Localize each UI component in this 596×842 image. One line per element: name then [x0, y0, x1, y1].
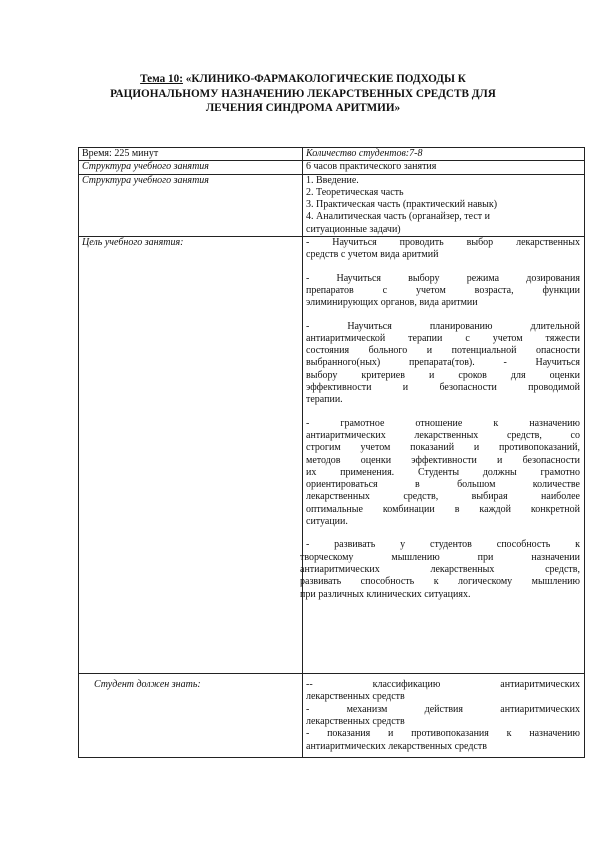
text-line: - развивать у студентов способность к — [306, 539, 580, 551]
goal-content-cell — [300, 237, 585, 674]
goal-paragraph-5 — [300, 539, 580, 600]
text-line: антиаритмических лекарственных средств, — [300, 563, 580, 575]
knowledge-label-cell — [79, 674, 303, 758]
table-row-knowledge — [79, 674, 585, 758]
time-cell: Время: 225 минут — [79, 148, 303, 161]
title-line-3: ЛЕЧЕНИЯ СИНДРОМА АРИТМИИ» — [205, 102, 401, 114]
text-line: - Научиться проводить выбор лекарственных — [306, 237, 580, 249]
list-item: 4. Аналитическая часть (органайзер, тест и — [306, 211, 491, 223]
knowledge-label: Студент должен знать: — [94, 679, 201, 691]
text-line: элиминирующих органов, вида аритмии — [306, 297, 478, 309]
lesson-info-table — [78, 147, 585, 758]
structure-items-cell — [303, 174, 585, 236]
text-line: препаратов с учетом возраста, функции — [306, 284, 580, 296]
goal-paragraph-3 — [306, 321, 580, 407]
list-item: 2. Теоретическая часть — [306, 186, 404, 198]
goal-paragraph-1 — [306, 237, 580, 262]
text-line: оптимальные комбинации в каждой конкретной — [306, 503, 580, 515]
text-line: выбранного(ных) препарата(тов). - Научиться — [306, 357, 580, 369]
text-line: развивать способность к логическому мышлению — [300, 576, 580, 588]
document-title — [60, 72, 546, 116]
text-line: ориентироваться в большом количестве — [306, 479, 580, 491]
text-line: - грамотное отношение к назначению — [306, 417, 580, 429]
text-line: терапии. — [306, 394, 343, 406]
text-line: - Научиться выбору режима дозирования — [306, 272, 580, 284]
table-row-time — [79, 148, 585, 161]
list-item: ситуационные задачи) — [306, 223, 401, 235]
students-count-cell: Количество студентов:7-8 — [303, 148, 585, 161]
list-item: 3. Практическая часть (практический навык) — [306, 199, 498, 211]
text-line: творческому мышлению при назначении — [300, 551, 580, 563]
text-line: строгим учетом показаний и противопоказаний, — [306, 442, 580, 454]
list-item: 1. Введение. — [306, 174, 359, 186]
text-line: лекарственных средств — [306, 715, 405, 727]
text-line: при различных клинических ситуациях. — [300, 588, 471, 600]
text-line: выбору критериев и сроков для оценки — [306, 369, 580, 381]
text-line: - механизм действия антиаритмических — [306, 703, 580, 715]
text-line: антиаритмических лекарственных средств, со — [306, 429, 580, 441]
knowledge-content-cell — [303, 674, 585, 758]
title-line-1 — [60, 72, 546, 87]
text-line: методов оценки эффективности и безопасности — [306, 454, 580, 466]
text-line: лекарственных средств, выбирая наиболее — [306, 491, 580, 503]
goal-label-cell: Цель учебного занятия: — [79, 237, 303, 674]
title-line-2: РАЦИОНАЛЬНОМУ НАЗНАЧЕНИЮ ЛЕКАРСТВЕННЫХ СРЕДСТВ ДЛЯ — [110, 87, 496, 100]
text-line: ситуации. — [306, 516, 348, 528]
structure-label-cell: Структура учебного занятия — [79, 161, 303, 174]
structure-label-cell-2: Структура учебного занятия — [79, 174, 303, 236]
text-line: средств с учетом вида аритмий — [306, 249, 439, 261]
goal-paragraph-4 — [306, 418, 580, 529]
text-line: антиаритмической терапии с учетом тяжести — [306, 332, 580, 344]
table-row-structure-hours — [79, 161, 585, 174]
topic-number: Тема 10: — [140, 73, 183, 85]
text-line: эффективности и безопасности проводимой — [306, 382, 580, 394]
text-line: -- классификацию антиаритмических — [306, 679, 580, 691]
text-line: лекарственных средств — [306, 691, 405, 703]
text-line: их применения. Студенты должны грамотно — [306, 466, 580, 478]
text-line: - Научиться планированию длительной — [306, 320, 580, 332]
hours-cell: 6 часов практического занятия — [303, 161, 585, 174]
table-row-goal — [79, 237, 585, 674]
table-row-structure-items — [79, 174, 585, 236]
text-line: - показания и противопоказания к назначению — [306, 728, 580, 740]
text-line: состояния больного и потенциальной опасности — [306, 345, 580, 357]
title-line-1-text: «КЛИНИКО-ФАРМАКОЛОГИЧЕСКИЕ ПОДХОДЫ К — [182, 73, 466, 85]
goal-paragraph-2 — [306, 273, 580, 310]
text-line: антиаритмических лекарственных средств — [306, 740, 487, 752]
